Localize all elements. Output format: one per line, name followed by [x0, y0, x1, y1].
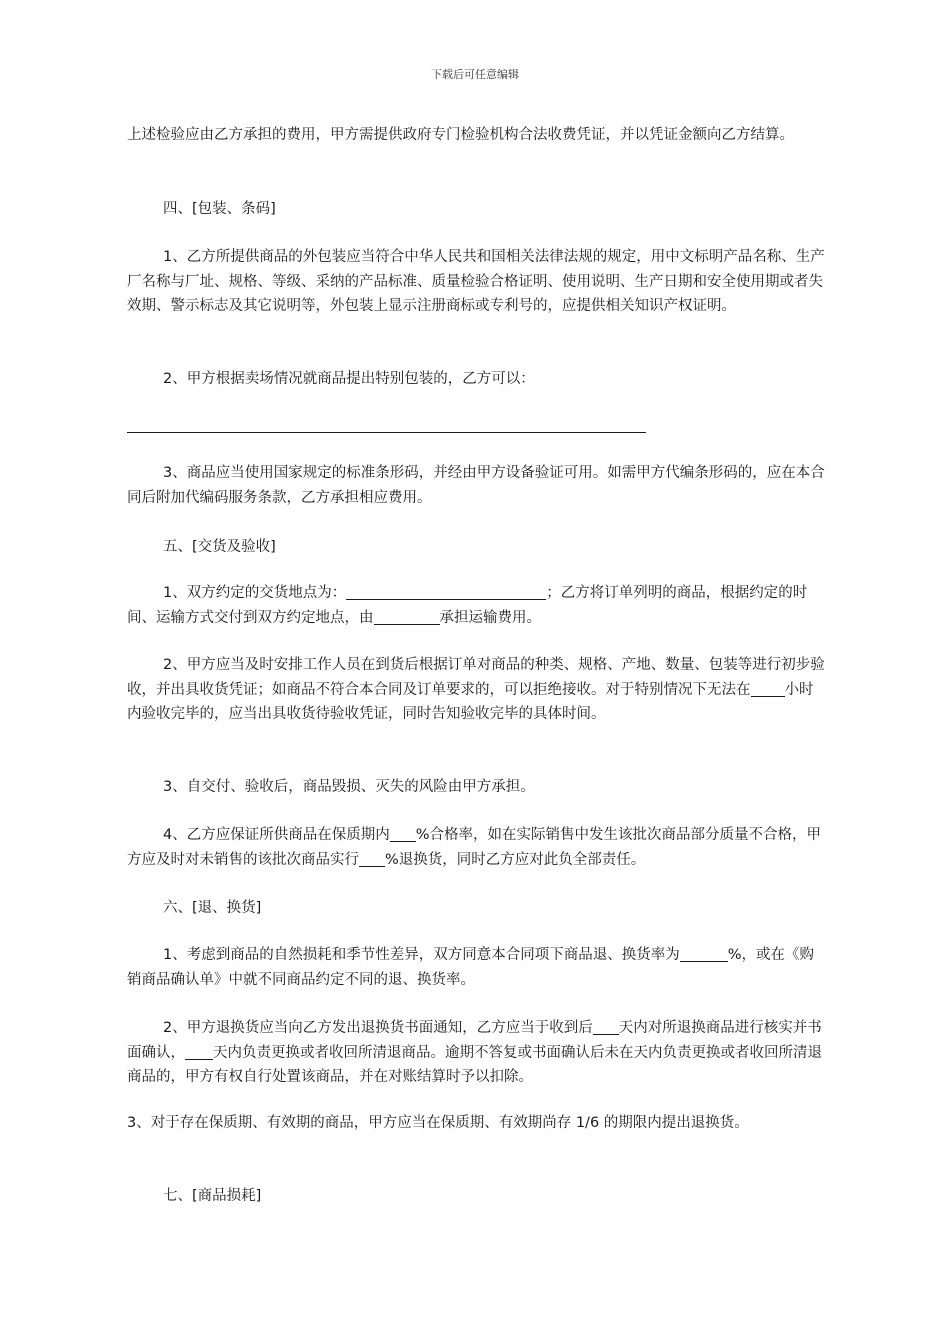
text-segment: 承担运输费用。	[439, 609, 541, 626]
section-heading-loss: 七、[商品损耗]	[163, 1188, 262, 1204]
text-segment: %退换货，同时乙方应对此负全部责任。	[385, 851, 646, 868]
paragraph-delivery-1	[127, 581, 827, 630]
blank-days-replace	[185, 1043, 213, 1060]
section-heading-returns: 六、[退、换货]	[163, 900, 262, 916]
text-segment: %，或在《购销商品确认单》中就不同商品约定不同的退、换货率。	[127, 947, 815, 988]
blank-transport-party	[374, 608, 440, 625]
blank-hours	[751, 680, 785, 697]
paragraph-returns-1	[127, 943, 827, 992]
paragraph-barcode: 3、商品应当使用国家规定的标准条形码，并经由甲方设备验证可用。如需甲方代编条形码的，应在本合同后附加代编码服务条款，乙方承担相应费用。	[127, 465, 825, 506]
paragraph-packaging-1: 1、乙方所提供商品的外包装应当符合中华人民共和国相关法律法规的规定，用中文标明产品名称、生产厂名称与厂址、规格、等级、采纳的产品标准、质量检验合格证明、使用说明、生产日期和安全使用期或者失效期、警示标志及其它说明等，外包装上显示注册商标或专利号的，应提供相关知识产权证明。	[127, 249, 825, 314]
blank-pass-rate	[390, 825, 416, 842]
paragraph-returns-2	[127, 1016, 827, 1090]
text-segment: ；乙方将订单列明的商品，根据约定的时间、运输方式交付到双方约定地点，由	[127, 585, 808, 626]
text-segment: 2、甲方应当及时安排工作人员在到货后根据订单对商品的种类、规格、产地、数量、包装等进行初步验收，并出具收货凭证；如商品不符合本合同及订单要求的，可以拒绝接收。对于特别情况下无法在	[127, 657, 825, 698]
text-segment: 4、乙方应保证所供商品在保质期内	[163, 827, 390, 843]
paragraph-packaging-2: 2、甲方根据卖场情况就商品提出特别包装的，乙方可以：	[163, 371, 535, 387]
paragraph-delivery-2	[127, 653, 827, 727]
text-segment: 1、双方约定的交货地点为：	[163, 585, 347, 601]
blank-delivery-location	[346, 583, 546, 600]
text-segment: %合格率，如在实际销售中发生该批次商品部分质量不合格，甲方应及时对未销售的该批次商品实行	[127, 827, 822, 868]
page-header: 下载后可任意编辑	[431, 68, 519, 81]
blank-return-rate-2	[680, 945, 728, 962]
paragraph-delivery-4	[127, 823, 827, 872]
paragraph-inspection-fee: 上述检验应由乙方承担的费用，甲方需提供政府专门检验机构合法收费凭证，并以凭证金额向乙方结算。	[127, 127, 794, 143]
text-segment: 天内对所退换商品进行核实并书面确认，	[127, 1020, 822, 1061]
section-heading-packaging: 四、[包装、条码]	[163, 201, 276, 217]
paragraph-returns-3: 3、对于存在保质期、有效期的商品，甲方应当在保质期、有效期尚存 1/6 的期限内提出退换货。	[127, 1115, 749, 1131]
text-segment: 小时内验收完毕的，应当出具收货待验收凭证，同时告知验收完毕的具体时间。	[127, 681, 814, 722]
text-segment: 天内负责更换或者收回所清退商品。逾期不答复或书面确认后未在天内负责更换或者收回所清退商品的，甲方有权自行处置该商品，并在对账结算时予以扣除。	[127, 1044, 822, 1085]
text-segment: 1、考虑到商品的自然损耗和季节性差异，双方同意本合同项下商品退、换货率为	[163, 947, 680, 963]
blank-return-rate	[359, 850, 385, 867]
blank-days-confirm	[593, 1018, 619, 1035]
paragraph-delivery-3: 3、自交付、验收后，商品毁损、灭失的风险由甲方承担。	[163, 779, 535, 795]
fill-in-line	[127, 432, 646, 433]
text-segment: 2、甲方退换货应当向乙方发出退换货书面通知，乙方应当于收到后	[163, 1020, 593, 1036]
section-heading-delivery: 五、[交货及验收]	[163, 539, 276, 555]
